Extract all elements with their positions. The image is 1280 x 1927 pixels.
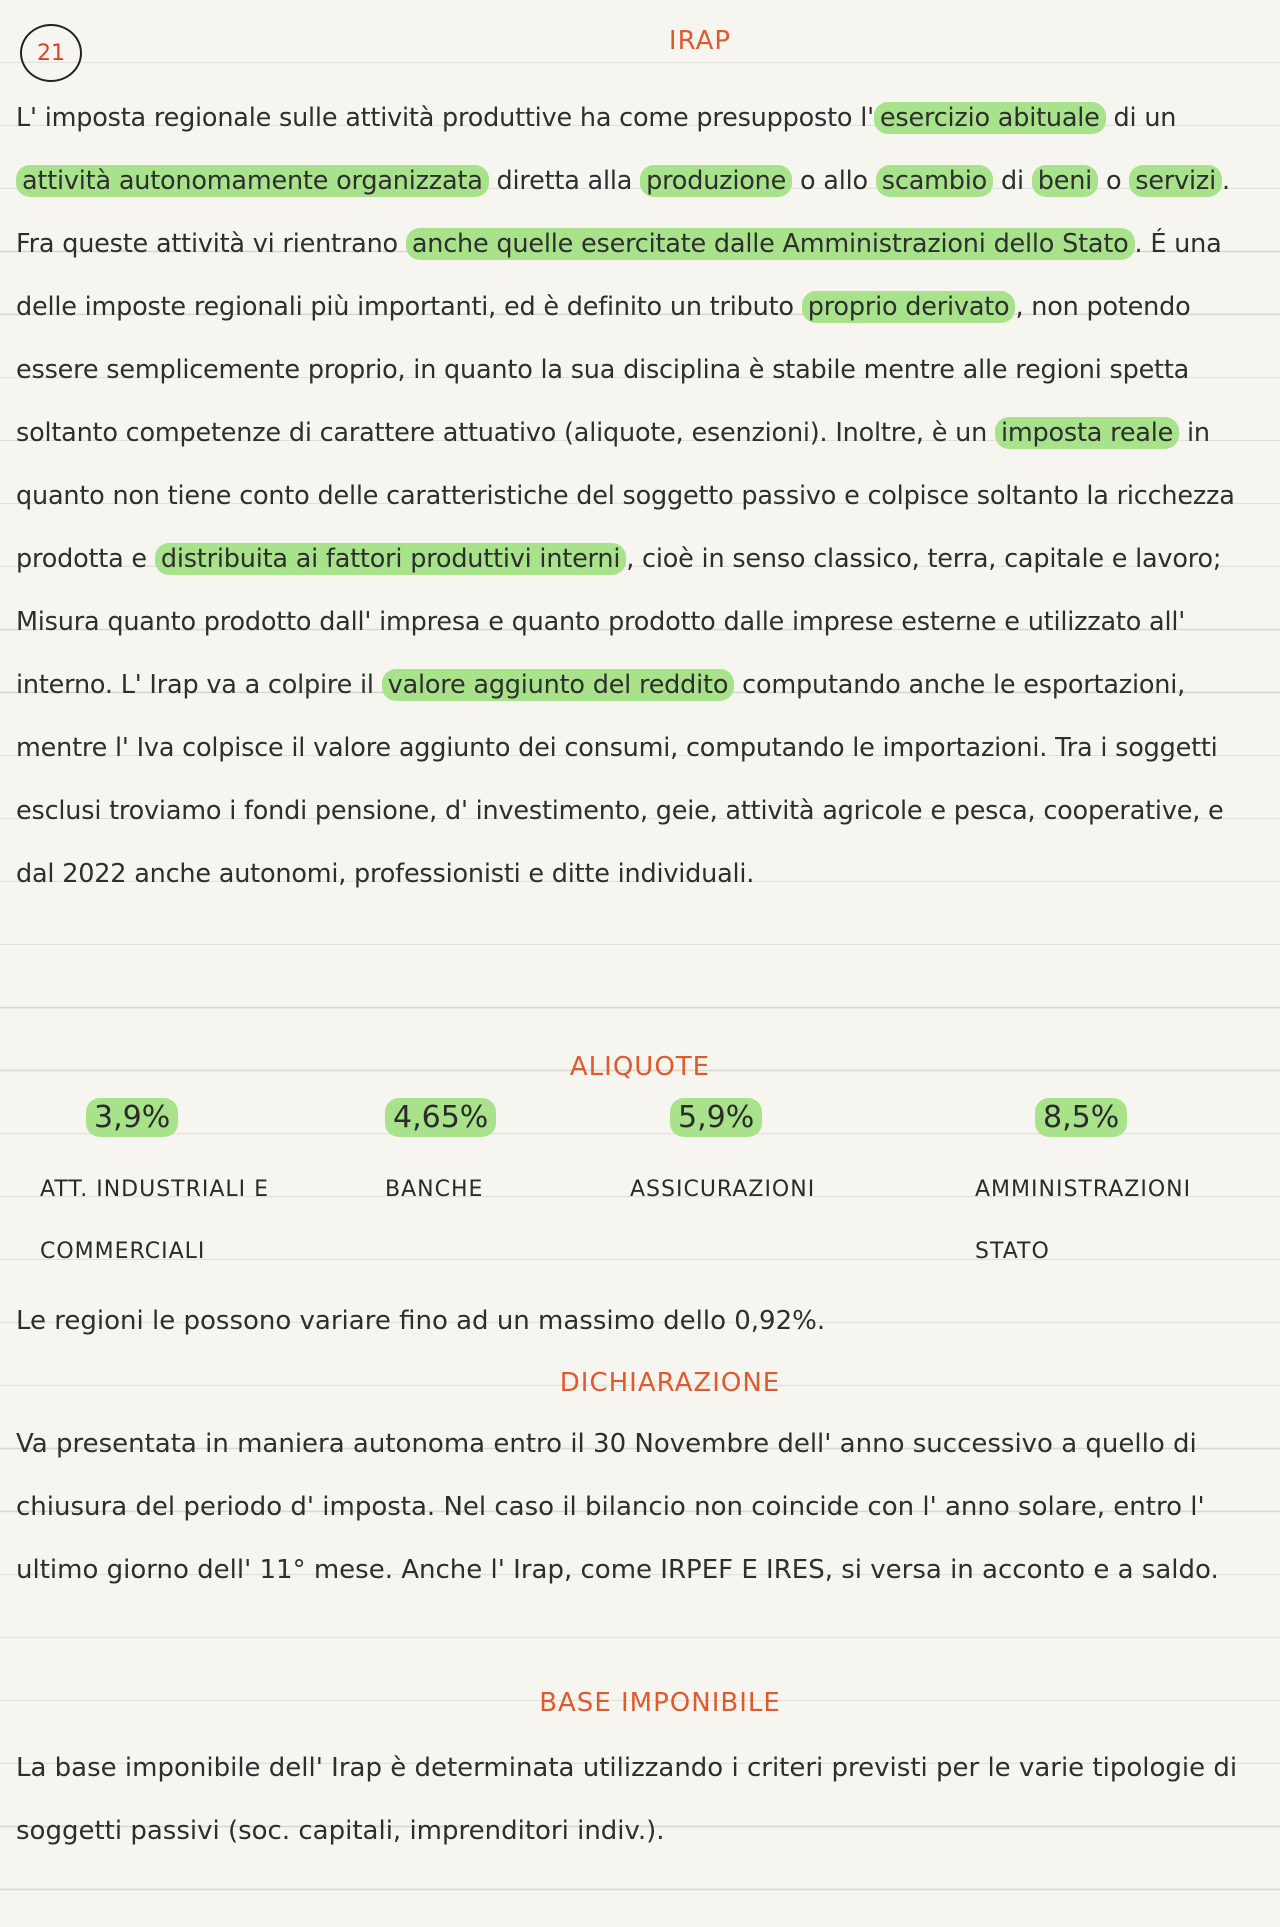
rate-label: COMMERCIALI — [40, 1239, 206, 1264]
section-title-aliquote: ALIQUOTE — [569, 1052, 711, 1082]
base-imponibile-paragraph: La base imponibile dell' Irap è determinata utilizzando i criteri previsti per le varie tipologie di soggetti passivi (soc. capitali, imprenditori indiv.). — [16, 1753, 1238, 1846]
rate-value: 5,9% — [670, 1098, 762, 1137]
highlight-valore-aggiunto: valore aggiunto del reddito — [382, 669, 735, 701]
highlight-proprio-derivato: proprio derivato — [802, 291, 1016, 323]
rate-label: BANCHE — [385, 1177, 484, 1202]
rate-value: 8,5% — [1035, 1098, 1127, 1137]
highlight-esercizio-abituale: esercizio abituale — [874, 102, 1106, 134]
rate-value: 4,65% — [385, 1098, 496, 1137]
highlight-scambio: scambio — [876, 165, 993, 197]
intro-text: , cioè in senso classico, terra, capitale e lavoro; Misura quanto prodotto dall' impresa e quanto prodotto dalle imprese esterne e utilizzato all' interno. L' Irap va a colpire il — [16, 544, 1222, 700]
intro-text: . É una delle imposte regionali più importanti, ed è definito un tributo — [16, 229, 1222, 322]
intro-text: L' imposta regionale sulle attività produttive ha come presupposto l' — [16, 103, 874, 133]
rates-table — [0, 1098, 1280, 1278]
intro-text: computando anche le esportazioni, mentre l' Iva colpisce il valore aggiunto dei consumi, computando le importazioni. Tra i soggetti esclusi troviamo i fondi pensione, d' investimento, geie, attività agricole e pesca, cooperative, e dal 2022 anche autonomi, professionisti e ditte individuali. — [16, 670, 1224, 889]
rate-item — [385, 1098, 585, 1221]
intro-text: . Fra queste attività vi rientrano — [16, 166, 1230, 259]
rate-value: 3,9% — [86, 1098, 178, 1137]
highlight-servizi: servizi — [1129, 165, 1222, 197]
dichiarazione-paragraph: Va presentata in maniera autonoma entro il 30 Novembre dell' anno successivo a quello di chiusura del periodo d' imposta. Nel caso il bilancio non coincide con l' anno solare, entro l' ultimo giorno dell' 11° mese. Anche l' Irap, come IRPEF E IRES, si versa in acconto e a saldo. — [16, 1429, 1219, 1585]
intro-text: di — [993, 166, 1032, 196]
highlight-imposta-reale: imposta reale — [995, 417, 1179, 449]
section-title-dichiarazione: DICHIARAZIONE — [559, 1368, 781, 1398]
highlight-amministrazioni-stato: anche quelle esercitate dalle Amministrazioni dello Stato — [406, 228, 1135, 260]
page-number: 21 — [37, 40, 65, 66]
section-title-base-imponibile: BASE IMPONIBILE — [539, 1688, 781, 1718]
highlight-fattori-produttivi: distribuita ai fattori produttivi interni — [155, 543, 626, 575]
regioni-note: Le regioni le possono variare fino ad un massimo dello 0,92%. — [16, 1306, 826, 1336]
rate-item — [975, 1098, 1245, 1283]
rate-label: ATT. INDUSTRIALI E — [40, 1177, 270, 1202]
rate-label: ASSICURAZIONI — [630, 1177, 816, 1202]
rate-item — [40, 1098, 300, 1283]
intro-text: o — [1098, 166, 1130, 196]
highlight-beni: beni — [1032, 165, 1098, 197]
intro-text: o allo — [792, 166, 876, 196]
intro-text: di un — [1105, 103, 1177, 133]
intro-text: diretta alla — [488, 166, 641, 196]
intro-text: in quanto non tiene conto delle caratteristiche del soggetto passivo e colpisce soltanto la ricchezza prodotta e — [16, 418, 1235, 574]
highlight-produzione: produzione — [640, 165, 792, 197]
intro-text: , non potendo essere semplicemente proprio, in quanto la sua disciplina è stabile mentre alle regioni spetta soltanto competenze di carattere attuativo (aliquote, esenzioni). Inoltre, è un — [16, 292, 1191, 448]
page-title: IRAP — [668, 26, 732, 56]
highlight-attivita-organizzata: attività autonomamente organizzata — [16, 165, 489, 197]
rate-label: AMMINISTRAZIONI STATO — [975, 1177, 1192, 1264]
intro-paragraph — [16, 87, 1251, 906]
rate-item — [630, 1098, 850, 1221]
